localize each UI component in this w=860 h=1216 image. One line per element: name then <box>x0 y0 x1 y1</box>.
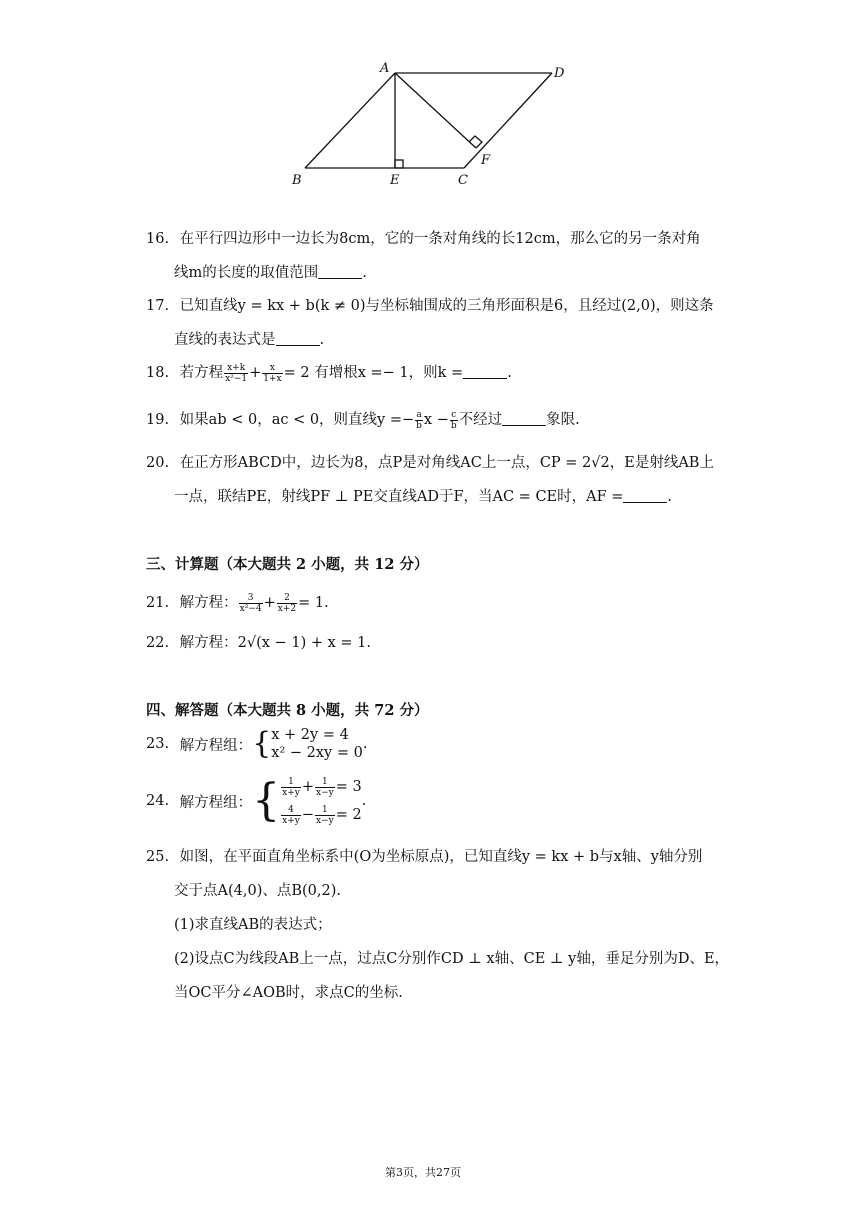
question-text: = 2 有增根x =− 1，则k = <box>283 365 464 381</box>
fraction-1 <box>224 363 248 384</box>
question-25-part2-line1: (2)设点C为线段AB上一点，过点C分别作CD ⊥ x轴、CE ⊥ y轴，垂足分别为D、E， <box>174 951 730 967</box>
question-number: 25. <box>146 849 170 865</box>
operator: + <box>249 365 262 381</box>
question-number: 16. <box>146 231 170 247</box>
question-23 <box>146 726 367 762</box>
question-text: 如图，在平面直角坐标系中(O为坐标原点)，已知直线y = kx + b与x轴、y轴分别 <box>179 849 703 865</box>
answer-blank[interactable] <box>276 344 320 346</box>
label-d: D <box>554 66 565 81</box>
segment-dc <box>464 73 552 168</box>
question-25 <box>146 845 702 866</box>
parallelogram-figure <box>280 58 580 193</box>
question-text: 解方程组： <box>179 737 253 754</box>
equation-row-2: $\frac{4}{x+y}$ − $\frac{1}{x-y}$ = 2 <box>282 804 362 826</box>
punct: . <box>362 265 367 281</box>
equation-row-2: x² − 2xy = 0 <box>271 745 363 761</box>
question-20 <box>146 451 714 472</box>
equation-system <box>271 726 363 762</box>
answer-blank[interactable] <box>623 501 667 503</box>
label-e: E <box>390 173 400 188</box>
question-text: 直线的表达式是 <box>174 332 276 348</box>
question-text: 一点，联结PE，射线PF ⊥ PE交直线AD于F，当AC = CE时，AF = <box>174 489 624 505</box>
denominator: b <box>416 420 422 431</box>
numerator: x+k <box>224 363 248 374</box>
question-21 <box>146 591 329 614</box>
left-brace: { <box>252 726 272 761</box>
question-number: 22. <box>146 635 170 651</box>
fraction-c-over-b <box>450 410 458 431</box>
label-b: B <box>292 173 302 188</box>
section-3-heading: 三、计算题（本大题共 2 小题，共 12 分） <box>146 556 429 573</box>
question-16-line2 <box>174 261 367 282</box>
question-number: 21. <box>146 595 170 611</box>
segment-af <box>395 73 476 148</box>
question-text: 如果ab < 0，ac < 0，则直线y =− <box>179 412 415 428</box>
equation-row-1: x + 2y = 4 <box>271 727 349 743</box>
punct: . <box>361 793 367 809</box>
fraction-2 <box>277 593 297 614</box>
question-text: 解方程组： <box>179 794 253 811</box>
answer-blank[interactable] <box>318 277 362 279</box>
question-text: 解方程：2√(x − 1) + x = 1. <box>179 635 371 651</box>
question-24 <box>146 773 366 829</box>
question-text: 在正方形ABCD中，边长为8，点P是对角线AC上一点，CP = 2√2，E是射线AB上 <box>179 455 714 471</box>
fraction-1 <box>239 593 263 614</box>
operator: + <box>263 595 276 611</box>
denominator: x²−4 <box>239 603 262 614</box>
question-25-part2-line2: 当OC平分∠AOB时，求点C的坐标. <box>174 985 403 1001</box>
punct: . <box>507 365 512 381</box>
denominator: x+2 <box>277 603 297 614</box>
fraction-a-over-b <box>415 410 423 431</box>
denominator: 1+x <box>263 373 282 384</box>
question-text: 不经过 <box>458 412 503 428</box>
right-angle-mark-f <box>469 136 482 148</box>
question-20-line2 <box>174 485 672 506</box>
question-number: 20. <box>146 455 170 471</box>
question-number: 23. <box>146 736 170 752</box>
equation-system <box>280 773 362 829</box>
fraction-2 <box>262 363 282 384</box>
denominator: x²−1 <box>225 373 248 384</box>
section-4-heading: 四、解答题（本大题共 8 小题，共 72 分） <box>146 702 429 719</box>
question-number: 17. <box>146 298 170 314</box>
answer-blank[interactable] <box>502 424 546 426</box>
label-a: A <box>380 61 390 76</box>
equation-row-1: $\frac{1}{x+y}$ + $\frac{1}{x-y}$ = 3 <box>282 776 362 798</box>
numerator: a <box>416 409 422 420</box>
question-17-line2 <box>174 328 324 349</box>
question-text: 线m的长度的取值范围 <box>174 265 319 281</box>
question-text: x − <box>423 412 449 428</box>
question-text: 解方程： <box>179 595 238 611</box>
numerator: 3 <box>239 593 263 604</box>
page-footer: 第3页，共27页 <box>385 1166 461 1179</box>
question-text: 若方程 <box>179 365 224 381</box>
question-number: 19. <box>146 412 170 428</box>
question-19 <box>146 408 580 431</box>
question-16 <box>146 227 701 248</box>
question-25-part1: (1)求直线AB的表达式； <box>174 917 332 933</box>
question-25-line2: 交于点A(4,0)、点B(0,2). <box>174 883 341 899</box>
question-18 <box>146 361 512 384</box>
numerator: 2 <box>277 593 297 604</box>
left-brace: { <box>252 775 281 826</box>
right-angle-mark-e <box>395 160 403 168</box>
label-c: C <box>458 173 468 188</box>
punct: . <box>667 489 673 505</box>
numerator: c <box>451 409 457 420</box>
question-text: 象限. <box>546 412 580 428</box>
punct: . <box>319 332 325 348</box>
denominator: b <box>450 420 457 431</box>
answer-blank[interactable] <box>463 377 507 379</box>
question-17 <box>146 294 714 315</box>
punct: . <box>362 736 368 752</box>
numerator: x <box>262 363 282 374</box>
question-22 <box>146 631 371 652</box>
question-text: 在平行四边形中一边长为8cm，它的一条对角线的长12cm，那么它的另一条对角 <box>179 231 701 247</box>
question-text: 已知直线y = kx + b(k ≠ 0)与坐标轴围成的三角形面积是6，且经过(2,0)，则这条 <box>179 298 714 314</box>
label-f: F <box>481 153 491 168</box>
question-number: 24. <box>146 793 170 809</box>
question-text: = 1. <box>298 595 329 611</box>
segment-ab <box>305 73 395 168</box>
question-number: 18. <box>146 365 170 381</box>
